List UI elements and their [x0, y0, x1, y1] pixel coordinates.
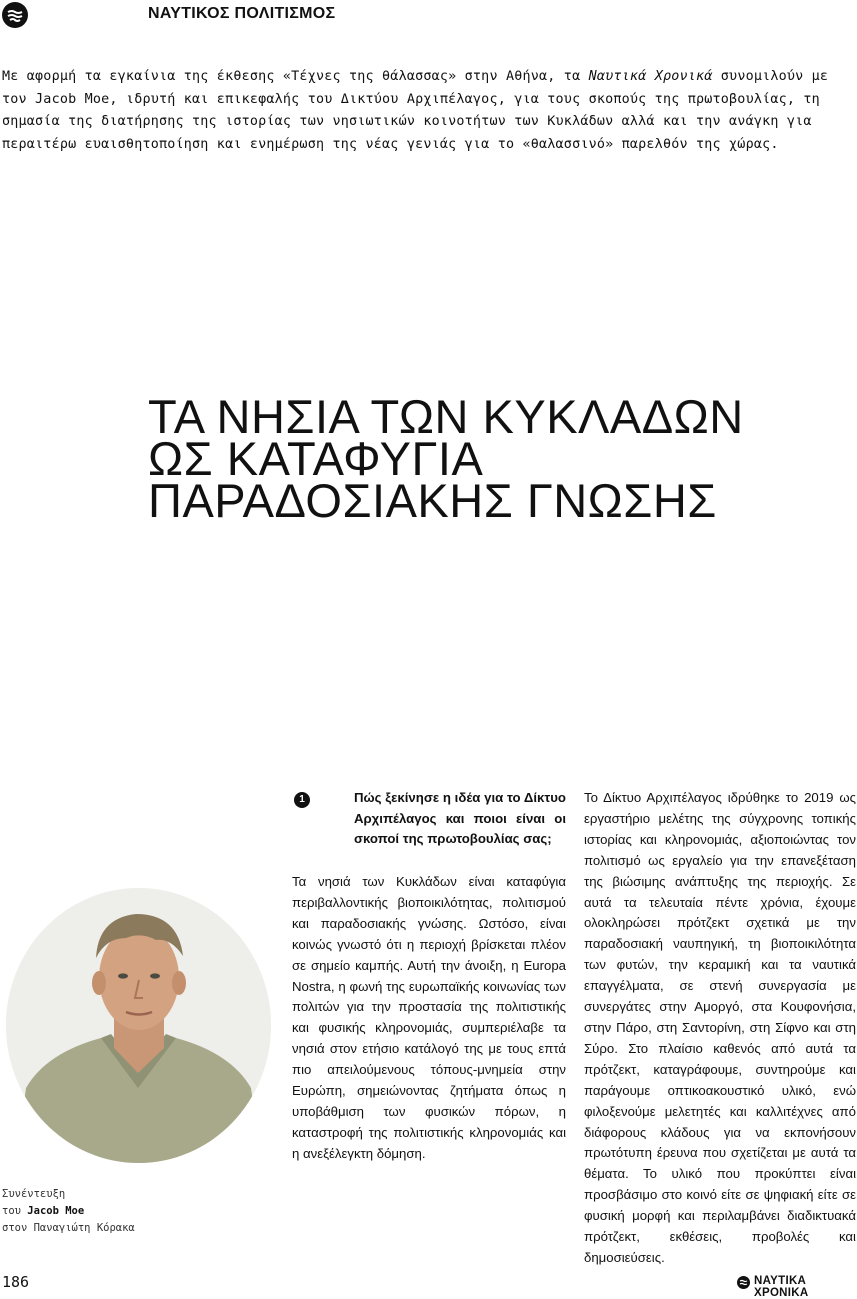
- intro-text-start: Με αφορμή τα εγκαίνια της έκθεσης «Τέχνες της θάλασσας» στην Αθήνα, τα: [2, 69, 589, 84]
- wave-logo-icon: [2, 2, 28, 28]
- caption-line: [2, 1203, 135, 1220]
- headline-line: ΤΑ ΝΗΣΙΑ ΤΩΝ ΚΥΚΛΑΔΩΝ: [148, 390, 744, 443]
- page-number: 186: [2, 1273, 30, 1291]
- interviewee-name: Jacob Moe: [27, 1205, 85, 1217]
- caption-line: Συνέντευξη: [2, 1188, 66, 1200]
- question-number-badge: 1: [294, 792, 310, 808]
- publication-name: Ναυτικά Χρονικά: [588, 69, 713, 84]
- intro-text-end: συνομιλούν με τον Jacob Moe, ιδρυτή και επικεφαλής του Δικτύου Αρχιπέλαγος, για τους σκοπούς της πρωτοβουλίας, τη σημασία της διατήρησης της ιστορίας των νησιωτικών κοινοτήτων των Κυκλάδων αλλά και την ανάγκη για περαιτέρω ευαισθητοποίηση και ενημέρωση της νέας γενιάς για το «θαλασσινό» παρελθόν της χώρας.: [2, 69, 829, 153]
- caption-line: στον Παναγιώτη Κόρακα: [2, 1222, 135, 1234]
- headline-line: ΠΑΡΑΔΟΣΙΑΚΗΣ ΓΝΩΣΗΣ: [148, 474, 717, 527]
- answer-column-1: [292, 872, 566, 1165]
- headline-line: ΩΣ ΚΑΤΑΦΥΓΙΑ: [148, 432, 484, 485]
- interview-caption: [2, 1186, 135, 1237]
- answer-paragraph: Το Δίκτυο Αρχιπέλαγος ιδρύθηκε το 2019 ως εργαστήριο μελέτης της σύγχρονης τοπικής ιστορίας και κληρονομιάς, αξιοποιώντας τον πολιτισμό ως εργαλείο για την επανεξέταση της βιώσιμης ανάπτυξης της περιοχής. Σε αυτά τα τελευταία πέντε χρόνια, έχουμε ολοκληρώσει πρότζεκτ σχετικά με την παραδοσιακή ναυπηγική, τη βιοποικιλότητα των φυτών, την κεραμική και τα ναυτικά επαγγέλματα, σε στενή συνεργασία με συνεργάτες στην Αμοργό, στα Κουφονήσια, στην Πάρο, στη Σαντορίνη, στη Σίφνο και στη Σύρο. Στο πλαίσιο καθενός από αυτά τα πρότζεκτ, καταγράφουμε, συντηρούμε και παράγουμε οπτικοακουστικό υλικό, ενώ φιλοξενούμε μελετητές και καλλιτέχνες από διάφορους κλάδους για να εκπονήσουν πρωτότυπη έρευνα που σχετίζεται με αυτά τα θέματα. Το υλικό που προκύπτει είναι προσβάσιμο στο κοινό είτε σε ψηφιακή είτε σε φυσική μορφή και περιλαμβάνει διαδικτυακά πρότζεκτ, εκθέσεις, προβολές και δημοσιεύσεις.: [584, 790, 856, 1265]
- answer-column-2: [584, 788, 856, 1269]
- answer-paragraph: Τα νησιά των Κυκλάδων είναι καταφύγια περιβαλλοντικής βιοποικιλότητας, πολιτισμού και παραδοσιακής γνώσης. Ωστόσο, είναι κοινώς γνωστό ότι η περιοχή βρίσκεται πλέον σε σημείο καμπής. Αυτή την άνοιξη, η Europa Nostra, η φωνή της ευρωπαϊκής κοινωνίας των πολιτών για την προστασία της πολιτιστικής και φυσικής κληρονομιάς, συμπεριέλαβε τα νησιά στον ετήσιο κατάλογό της με τους επτά πιο απειλούμενους τόπους-μνημεία στην Ευρώπη, σημειώνοντας ζητήματα όπως η υποβάθμιση των φυσικών πόρων, η καταστροφή της πολιτιστικής κληρονομιάς και η ανεξέλεγκτη δόμηση.: [292, 874, 566, 1161]
- section-title: ΝΑΥΤΙΚΟΣ ΠΟΛΙΤΙΣΜΟΣ: [148, 5, 336, 22]
- caption-prefix: του: [2, 1205, 28, 1217]
- interviewee-portrait: [6, 888, 271, 1163]
- publication-brand: ΝΑΥΤΙΚΑ ΧΡΟΝΙΚΑ: [754, 1275, 809, 1299]
- interview-question: Πώς ξεκίνησε η ιδέα για το Δίκτυο Αρχιπέλαγος και ποιοι είναι οι σκοποί της πρωτοβουλίας σας;: [354, 790, 566, 846]
- wave-logo-icon: [737, 1276, 750, 1289]
- article-headline: [148, 390, 848, 527]
- intro-paragraph: [2, 66, 852, 157]
